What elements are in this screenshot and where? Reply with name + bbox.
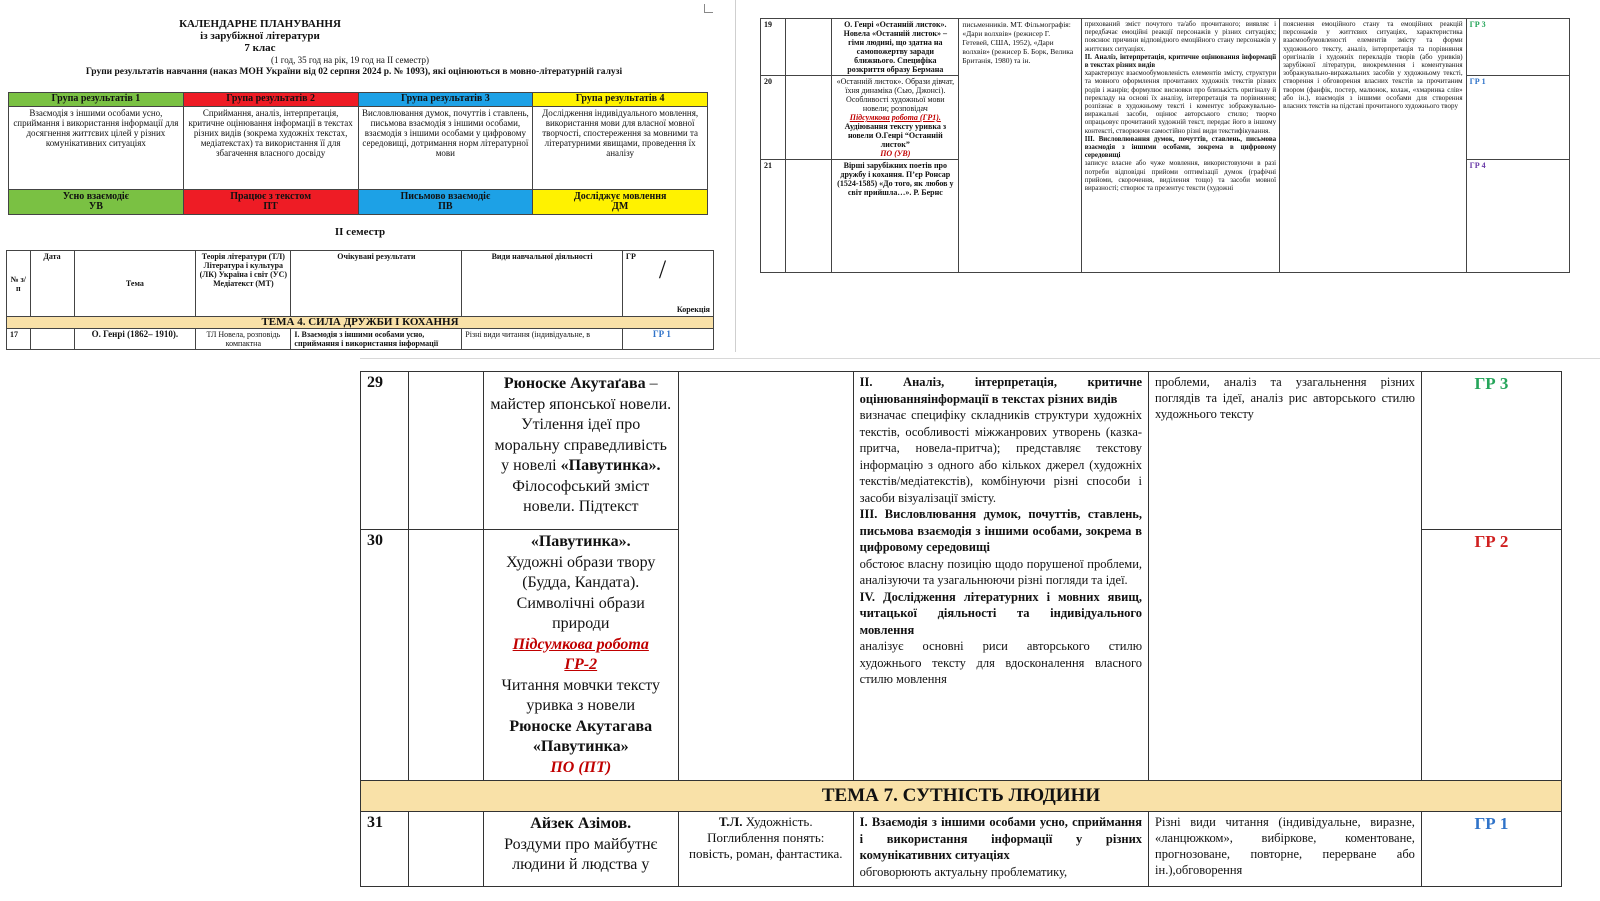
groups-caption: Групи результатів навчання (наказ МОН України від 02 серпня 2024 р. № 1093), які оцінюються в мовно-літературній галузі [85, 67, 623, 77]
row29-activities: проблеми, аналіз та узагальнення різних поглядів та ідеї, аналіз рис авторського стилю художнього тексту [1149, 372, 1422, 781]
row19-results2: характеризує взаємообумовленість елементів змісту, структури та мовного оформлення прочитаних художніх текстів різних родів і жанрів; формулює висновки про близькість оригіналу й перекладу на основі їх аналізу, інтерпретація та порівняння; розпізнає в художньому тексті і коментує зображувально-виражальні засоби, оцінює авторського стилю; творчо опрацьовує прочитаний художній текст, передає його в іншому контексті, створюючи самостійно різні види текстифікування. [1084, 69, 1277, 135]
doc-grade: 7 клас [244, 42, 276, 54]
row17-num: 17 [7, 329, 31, 350]
row19-theory: письменників. МТ. Фільмографія: «Дари волхвів» (режисер Г. Гетевей, США, 1952), «Дари волхвів» (режисер Б. Борк, Велика Британія, 1980) та ін. [959, 19, 1081, 273]
row17-theory: ТЛ Новела, розповідь компактна [196, 329, 291, 350]
result-groups-table [8, 92, 708, 215]
row19-gr: ГР 3 [1466, 19, 1569, 76]
row30-res-text3: обстоює власну позицію щодо порушеної проблеми, аналізуючи та узагальнюючи різні погляди та ідеї. [859, 556, 1143, 587]
doc-subject: із зарубіжної літератури [200, 30, 320, 42]
row19-results2-head: ІІ. Аналіз, інтерпретація, критичне оцінювання інформації в текстах різних видів [1084, 52, 1277, 70]
group-1-header: Група результатів 1 [9, 93, 184, 107]
col-topic: Тема [74, 251, 196, 317]
row30-num: 30 [361, 530, 409, 781]
group-3-header: Група результатів 3 [358, 93, 533, 107]
row20-summary-work: Підсумкова робота (ГР1). [849, 113, 941, 122]
row19-num: 19 [761, 19, 786, 76]
col-num: № з/п [7, 251, 31, 317]
group-2-header: Група результатів 2 [183, 93, 358, 107]
row30-res-head4: IV. Дослідження літературних і мовних явищ, читацької діяльності та індивідуального мовлення [859, 589, 1143, 637]
row29-num: 29 [361, 372, 409, 530]
row21-gr: ГР 4 [1466, 160, 1569, 273]
semester-heading: ІІ семестр [334, 226, 386, 238]
row31-num: 31 [361, 812, 409, 887]
row30-reading: Читання мовчки тексту уривка з новели [501, 676, 661, 714]
row31-topic: Роздуми про майбутнє людини й людства у [504, 835, 658, 873]
group-1-text: Взаємодія з іншими особами усно, сприймання і використання інформації для досягнення життєвих цілей у різних комунікативних ситуаціях [9, 107, 184, 190]
row17-gr: ГР 1 [622, 329, 713, 350]
row31-activities: Різні види читання (індивідуальне, виразне, «ланцюжком», вибіркове, коментоване, прогнозоване, повторне, перерване або ін.),обговорення [1149, 812, 1422, 887]
group-2-text: Сприймання, аналіз, інтерпретація, критичне оцінювання інформації в текстах різних видів (зокрема художніх текстах, медіатекстах) та використання її для збагачення власного досвіду [183, 107, 358, 190]
row17-results: І. Взаємодія з іншими особами усно, сприймання і використання інформації [291, 329, 462, 350]
plan-table-continued [760, 18, 1570, 273]
row29-gr: ГР 3 [1421, 372, 1561, 530]
slash-divider: / [658, 255, 667, 284]
group-2-footer: Працює з текстом [230, 191, 312, 202]
row30-work: «Павутинка». [530, 533, 631, 550]
row19-results: прихований зміст почутого та/або прочитаного; виявляє і передбачає емоційні реакції персонажів у різних ситуаціях; пояснює причини відповідного емоційного стану персонажів у життєвих ситуаціях. [1084, 20, 1277, 53]
col-correction: Корекція [676, 305, 710, 314]
row30-topic: Художні образи твору (Будда, Кандата). Символічні образи природи [506, 553, 656, 632]
document-page-2 [740, 0, 1600, 352]
row31-theory-label: Т.Л. [718, 814, 743, 829]
col-results: Очікувані результати [291, 251, 462, 317]
row17-activities: Різні види читання (індивідуальне, в [462, 329, 623, 350]
page-separator [735, 0, 736, 352]
group-3-text: Висловлювання думок, почуттів і ставлень, письмова взаємодія з іншими особами, взаємодія з іншими особами у цифровому середовищі, дотримання норм літературної мови [358, 107, 533, 190]
row29-work: «Павутинка». [560, 457, 661, 474]
row17-topic: О. Генрі (1862– 1910). [74, 329, 196, 350]
col-theory: Теорія літератури (ТЛ) Література і культура (ЛК) Україна і світ (УС) Медіатекст (МТ) [196, 251, 291, 317]
row30-summary-gr: ГР-2 [564, 656, 598, 673]
row21-num: 21 [761, 160, 786, 273]
row30-po: ПО (ПТ) [550, 758, 612, 776]
col-gr: ГР [625, 252, 636, 261]
group-1-footer: Усно взаємодіє [62, 191, 129, 202]
group-4-header: Група результатів 4 [533, 93, 708, 107]
row19-topic: О. Генрі «Останній листок». Новела «Останній листок» – гімн людині, що здатна на самопожертву заради ближнього. Специфіка розкриття образу Бермана [843, 20, 947, 74]
row30-reading-work: Рюноске Акутагава «Павутинка» [509, 717, 653, 755]
group-4-footer: Досліджує мовлення [573, 191, 667, 202]
group-3-abbr: ПВ [438, 201, 453, 212]
doc-title: КАЛЕНДАРНЕ ПЛАНУВАННЯ [179, 18, 341, 30]
row29-res-head: ІІ. Аналіз, інтерпретація, критичне оцінюванняінформації в текстах різних видів [859, 375, 1143, 406]
plan-table-header [6, 250, 714, 350]
row30-gr: ГР 2 [1421, 530, 1561, 781]
tema-4-heading: ТЕМА 4. СИЛА ДРУЖБИ І КОХАННЯ [7, 317, 714, 329]
row31-gr: ГР 1 [1421, 812, 1561, 887]
row20-po: ПО (УВ) [880, 149, 911, 158]
group-3-footer: Письмово взаємодіє [400, 191, 491, 202]
row30-res-head3: ІІІ. Висловлювання думок, почуттів, ставлень, письмова взаємодія з іншими особами, зокрема в цифровому середовищі [859, 507, 1143, 554]
row31-author: Айзек Азімов. [530, 815, 632, 832]
group-1-abbr: УВ [88, 201, 103, 212]
row20-num: 20 [761, 76, 786, 160]
col-date: Дата [30, 251, 74, 317]
col-activities: Види навчальної діяльності [462, 251, 623, 317]
row20-topic: «Останній листок». Образи дівчат, їхня динаміка (Сью, Джонсі). Особливості художньої мови новели; розповідач [836, 77, 955, 113]
group-4-abbr: ДМ [611, 201, 629, 212]
group-2-abbr: ПТ [263, 201, 278, 212]
group-4-text: Дослідження індивідуального мовлення, використання мови для власної мовної творчості, спостереження за мовними та літературними явищами, проведення їх аналізу [533, 107, 708, 190]
doc-hours: (1 год, 35 год на рік, 19 год на ІІ семестр) [271, 55, 429, 65]
row20-listening: Аудіювання тексту уривка з новели О.Генрі “Останній листок” [844, 122, 947, 149]
row31-res-text: обговорюють актуальну проблематику, [859, 864, 1068, 879]
row19-results3-head: ІІІ. Висловлювання думок, почуттів, ставлень, письмова взаємодія з іншими особами, зокрема в цифровому середовищі [1084, 134, 1277, 160]
tema-7-heading: ТЕМА 7. СУТНІСТЬ ЛЮДИНИ [361, 781, 1562, 812]
row29-topic: – майстер японської новели. Утілення ідеї про моральну справедливість у новелі [490, 375, 672, 474]
row30-summary-work: Підсумкова робота [512, 635, 649, 653]
row21-topic: Вірші зарубіжних поетів про дружбу і кохання. П’єр Ронсар (1524-1585) «До того, як любов у світ прийшла…». Р. Бернс [832, 160, 959, 273]
row29-res-text: визначає специфіку складників структури художніх текстів, особливості міжжанрових утворень (казка-притча, новела-притча); представляє текстову інформацію з одного або кількох джерел (художніх текстів/медіатекстів), комбінуючи різні способи і засоби візуалізації змісту. [859, 408, 1143, 505]
page-corner-mark [704, 4, 713, 13]
row29-topic-2: Філософський зміст новели. Підтекст [512, 477, 650, 515]
document-page-3 [360, 358, 1600, 901]
row20-gr: ГР 1 [1466, 76, 1569, 160]
row19-results3: записує власне або чуже мовлення, використовуючи в разі потреби відповідні прийоми оптимізації думок (графічні прийоми, скорочення, виділення тощо) та засоби мовної виразності; створює та презентує тексти (художні [1084, 159, 1277, 193]
row31-theory: Художність. Поглиблення понять: повість, роман, фантастика. [688, 814, 843, 861]
row30-res-text4: аналізує основні риси авторського стилю художнього тексту для вдосконалення власного стилю мовлення [859, 639, 1143, 686]
plan-table-zoomed [360, 371, 1562, 887]
row19-activities: пояснення емоційного стану та емоційних реакцій персонажів у життєвих ситуаціях, характеристика взаємообумовленості елементів змісту та форми художнього тексту, аналіз, інтерпретація та порівняння оригіналів і художніх перекладів творів (або уривків) зарубіжної літератури, виокремлення і коментування зображувально-виражальних засобів у художньому тексті, створення і обговорення власних текстів за прочитаним твором (фанфік, постер, малюнок, колаж, «хмаринка слів» або ін.), взаємодія з іншими особами для створення власних текстів на підставі прочитаного художнього твору [1280, 19, 1467, 273]
document-page-1 [0, 0, 720, 352]
row29-author: Рюноске Акутаґава [503, 375, 646, 392]
row31-res-head: І. Взаємодія з іншими особами усно, сприймання і використання інформації у різних комунікативних ситуаціях [859, 815, 1143, 862]
